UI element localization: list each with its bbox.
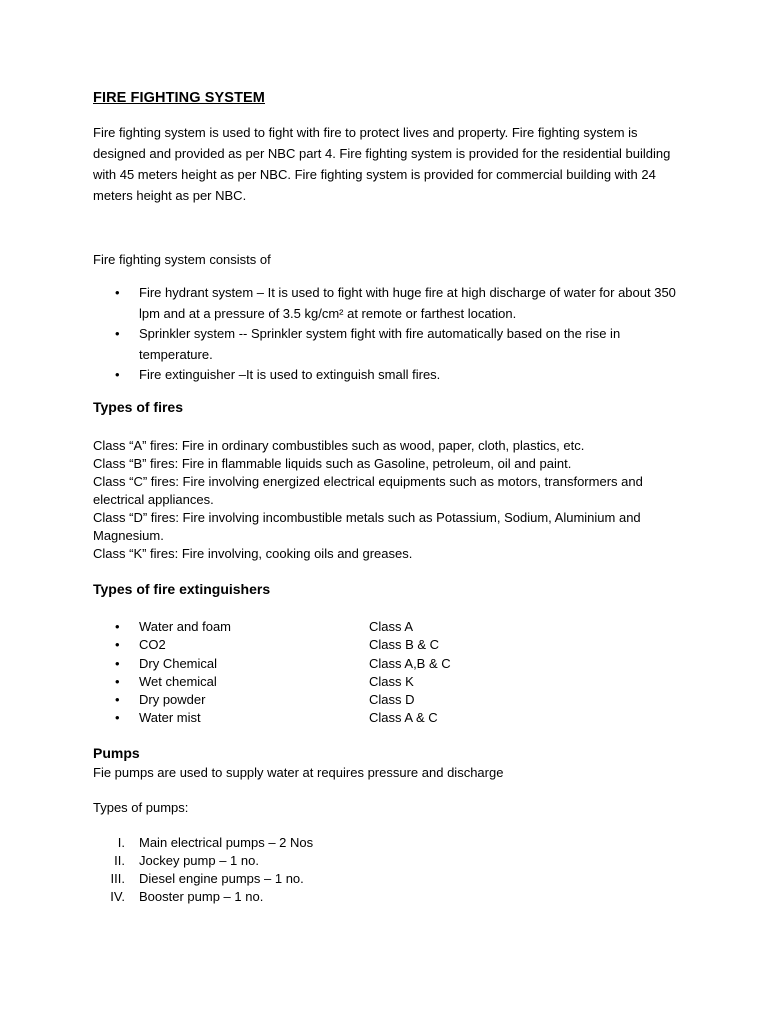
bullet-icon: •	[115, 367, 120, 382]
list-item	[93, 324, 683, 365]
extinguisher-name: Water mist	[139, 710, 201, 726]
fire-classes	[93, 437, 673, 563]
pump-text: Diesel engine pumps – 1 no.	[139, 871, 304, 886]
pump-text: Jockey pump – 1 no.	[139, 853, 259, 868]
extinguisher-list	[93, 618, 683, 728]
bullet-icon: •	[115, 285, 120, 300]
list-number: II.	[114, 853, 125, 868]
extinguisher-name: Wet chemical	[139, 673, 217, 689]
document-title: FIRE FIGHTING SYSTEM	[93, 90, 265, 106]
pump-text: Main electrical pumps – 2 Nos	[139, 835, 314, 850]
bullet-icon: •	[115, 673, 120, 689]
list-number: III.	[110, 871, 125, 886]
pumps-heading: Pumps	[93, 745, 140, 761]
bullet-icon: •	[115, 326, 120, 341]
fire-class-line: Class “K” fires: Fire involving, cooking oils and greases.	[93, 546, 413, 561]
fire-class-line: Class “B” fires: Fire in flammable liquids such as Gasoline, petroleum, oil and paint.	[93, 456, 572, 471]
bullet-icon: •	[115, 655, 120, 671]
list-item	[93, 888, 593, 906]
bullet-icon: •	[115, 637, 120, 653]
system-list	[93, 283, 683, 386]
extinguisher-name: CO2	[139, 637, 166, 653]
extinguisher-class: Class K	[369, 673, 414, 689]
pumps-description: Fie pumps are used to supply water at requires pressure and discharge	[93, 765, 504, 780]
extinguisher-class: Class D	[369, 692, 415, 708]
system-text: Fire extinguisher –It is used to extinguish small fires.	[139, 367, 441, 382]
consists-label: Fire fighting system consists of	[93, 252, 271, 267]
fire-class-line: Class “D” fires: Fire involving incombustible metals such as Potassium, Sodium, Aluminium and Magnesium.	[93, 510, 641, 543]
bullet-icon: •	[115, 619, 120, 634]
pump-list	[93, 834, 593, 906]
types-of-fires-heading: Types of fires	[93, 399, 183, 415]
list-item	[93, 870, 593, 888]
bullet-icon: •	[115, 692, 120, 708]
extinguisher-name: Water and foam	[139, 619, 232, 634]
list-item	[93, 691, 683, 709]
list-item	[93, 655, 683, 673]
extinguisher-class: Class A,B & C	[369, 655, 451, 671]
bullet-icon: •	[115, 710, 120, 726]
list-item	[93, 834, 593, 852]
fire-class-line: Class “A” fires: Fire in ordinary combustibles such as wood, paper, cloth, plastics, etc.	[93, 438, 585, 453]
extinguisher-name: Dry Chemical	[139, 655, 218, 671]
extinguisher-class: Class A & C	[369, 710, 438, 726]
list-number: I.	[117, 835, 125, 850]
list-item	[93, 709, 683, 727]
pump-types-label: Types of pumps:	[93, 800, 189, 815]
extinguisher-class: Class B & C	[369, 637, 440, 653]
system-text: Fire hydrant system – It is used to fight with huge fire at high discharge of water for about 350 lpm and at a pressure of 3.5 kg/cm² at remote or farthest location.	[139, 285, 676, 321]
system-text: Sprinkler system -- Sprinkler system fight with fire automatically based on the rise in temperature.	[139, 326, 621, 362]
extinguisher-name: Dry powder	[139, 692, 206, 708]
extinguishers-heading: Types of fire extinguishers	[93, 581, 271, 597]
list-item	[93, 618, 683, 636]
list-item	[93, 852, 593, 870]
intro-paragraph: Fire fighting system is used to fight with fire to protect lives and property. Fire fighting system is designed and provided as per NBC part 4. Fire fighting system is provided for the residential building with 45 meters height as per NBC. Fire fighting system is provided for commercial building with 24 meters height as per NBC.	[93, 125, 671, 203]
extinguisher-class: Class A	[369, 619, 414, 634]
list-item	[93, 673, 683, 691]
list-item	[93, 365, 683, 386]
list-item	[93, 636, 683, 654]
fire-class-line: Class “C” fires: Fire involving energized electrical equipments such as motors, transformers and electrical appliances.	[93, 474, 643, 507]
list-number: IV.	[110, 889, 125, 904]
pump-text: Booster pump – 1 no.	[139, 889, 264, 904]
list-item	[93, 283, 683, 324]
